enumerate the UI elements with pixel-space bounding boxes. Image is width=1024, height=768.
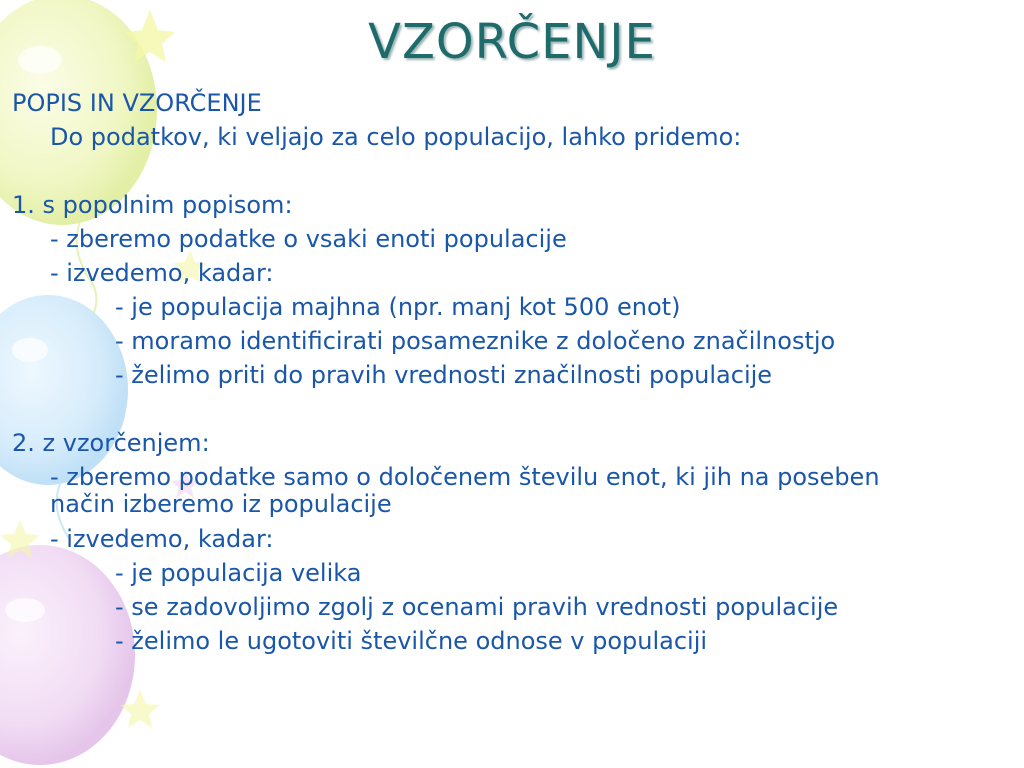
section1-title: 1. s popolnim popisom: <box>12 191 293 219</box>
section1-sub-item: - želimo priti do pravih vrednosti značilnosti populacije <box>115 361 773 389</box>
slide-title: VZORČENJE <box>368 14 656 70</box>
section1-point2: - izvedemo, kadar: <box>50 259 274 287</box>
section2-title: 2. z vzorčenjem: <box>12 429 210 457</box>
intro-text: Do podatkov, ki veljajo za celo populacijo, lahko pridemo: <box>50 123 742 151</box>
section2-point1: - zberemo podatke samo o določenem številu enot, ki jih na poseben način izberemo iz populacije <box>50 463 880 518</box>
section1-sub-item: - moramo identificirati posameznike z določeno značilnostjo <box>115 327 836 355</box>
section2-sub-item: - se zadovoljimo zgolj z ocenami pravih vrednosti populacije <box>115 593 839 621</box>
section1-point1: - zberemo podatke o vsaki enoti populacije <box>50 225 567 253</box>
section1-sub-item: - je populacija majhna (npr. manj kot 500 enot) <box>115 293 681 321</box>
slide-heading: POPIS IN VZORČENJE <box>12 89 262 117</box>
section2-sub-item: - želimo le ugotoviti številčne odnose v populaciji <box>115 627 708 655</box>
section2-sub-item: - je populacija velika <box>115 559 362 587</box>
slide-body <box>12 86 1012 658</box>
section2-point2: - izvedemo, kadar: <box>50 525 274 553</box>
